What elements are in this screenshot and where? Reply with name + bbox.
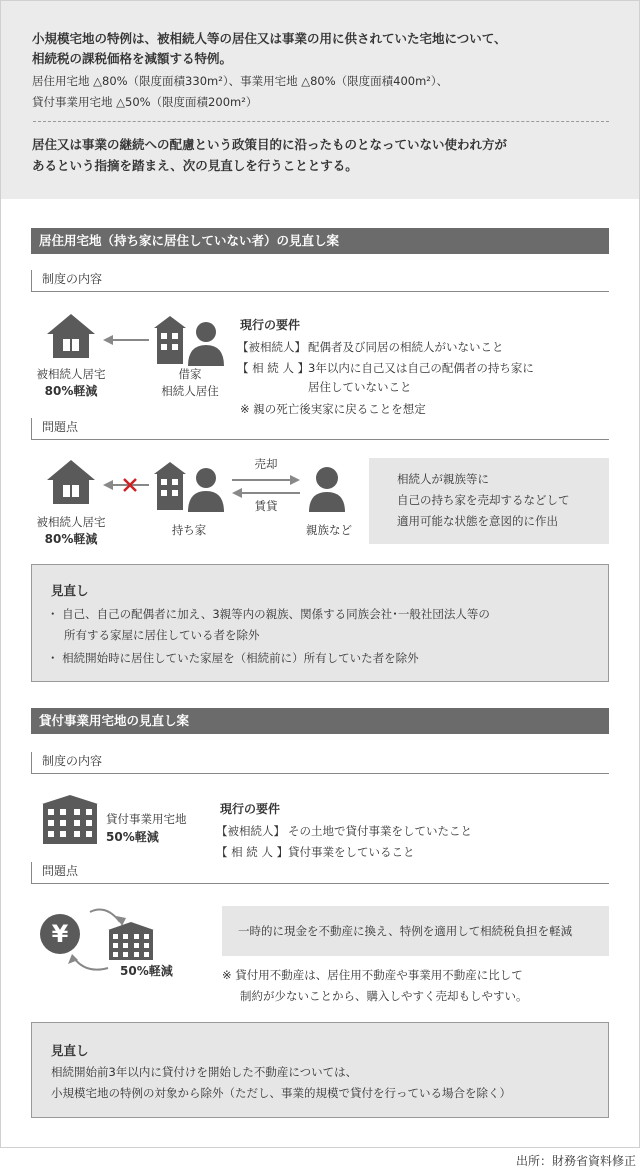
rental-req1-text: その土地で貸付事業をしていたこと bbox=[288, 824, 472, 838]
problem-box-line-1: 相続人が親族等に bbox=[397, 472, 489, 486]
house-icon bbox=[45, 458, 97, 506]
req1-text: 配偶者及び同居の相続人がいないこと bbox=[308, 340, 504, 354]
house-person-icon bbox=[150, 312, 228, 366]
rental-review-box bbox=[31, 1022, 609, 1118]
residential-system-label: 制度の内容 bbox=[31, 270, 609, 292]
residential-section-header: 居住用宅地（持ち家に居住していない者）の見直し案 bbox=[31, 228, 609, 254]
yen-symbol: ¥ bbox=[51, 920, 69, 948]
rental-review-line-2: 小規模宅地の特例の対象から除外（ただし、事業的規模で貸付を行っている場合を除く） bbox=[51, 1086, 511, 1100]
residential-problem-label: 問題点 bbox=[31, 418, 609, 440]
home-reduction: 80%軽減 bbox=[44, 384, 98, 398]
rental-caption-1: 借家 bbox=[178, 367, 202, 381]
problem-home-caption: 被相続人居宅 bbox=[36, 515, 106, 529]
req2-text: 3年以内に自己又は自己の配偶者の持ち家に bbox=[308, 361, 534, 375]
person-icon bbox=[307, 466, 347, 512]
own-home-caption: 持ち家 bbox=[171, 523, 207, 537]
cross-arrow-icon bbox=[103, 478, 149, 492]
rental-bldg-caption: 貸付事業用宅地 bbox=[106, 812, 187, 826]
relatives-caption: 親族など bbox=[306, 523, 352, 537]
house-person-icon bbox=[150, 458, 228, 512]
policy-line-2: あるという指摘を踏まえ、次の見直しを行うこととする。 bbox=[32, 158, 358, 173]
req1-tag: 【被相続人】 bbox=[237, 340, 306, 354]
residential-review-box bbox=[31, 564, 609, 682]
rental-req1-tag: 【被相続人】 bbox=[216, 824, 285, 838]
req-note: ※ 親の死亡後実家に戻ることを想定 bbox=[240, 402, 426, 416]
review-item-1-cont: 所有する家屋に居住している者を除外 bbox=[64, 628, 260, 642]
problem-reduction: 50%軽減 bbox=[120, 964, 173, 978]
rental-problem-text: 一時的に現金を不動産に換え、特例を適用して相続税負担を軽減 bbox=[238, 924, 573, 938]
sell-label: 売却 bbox=[254, 457, 278, 471]
problem-box-line-2: 自己の持ち家を売却するなどして bbox=[397, 493, 570, 507]
rental-caption-2: 相続人居住 bbox=[161, 384, 219, 398]
requirements-title: 現行の要件 bbox=[240, 318, 301, 332]
review-item-2: ・ 相続開始時に居住していた家屋を（相続前に）所有していた者を除外 bbox=[47, 651, 419, 665]
home-caption: 被相続人居宅 bbox=[36, 367, 106, 381]
req2-tag: 【 相 続 人 】 bbox=[237, 361, 310, 375]
intro-box bbox=[1, 1, 639, 199]
rental-review-line-1: 相続開始前3年以内に貸付けを開始した不動産については、 bbox=[51, 1065, 358, 1079]
source-footer: 出所：財務省資料修正 bbox=[515, 1154, 636, 1168]
problem-box-line-3: 適用可能な状態を意図的に作出 bbox=[397, 514, 558, 528]
intro-line-2: 相続税の課税価格を減額する特例。 bbox=[32, 51, 233, 66]
rental-section-header: 貸付事業用宅地の見直し案 bbox=[31, 708, 609, 734]
problem-home-reduction: 80%軽減 bbox=[44, 532, 98, 546]
intro-line-1: 小規模宅地の特例は、被相続人等の居住又は事業の用に供されていた宅地について、 bbox=[32, 31, 507, 46]
house-icon bbox=[45, 312, 97, 360]
rental-review-title: 見直し bbox=[51, 1043, 89, 1058]
policy-line-1: 居住又は事業の継続への配慮という政策目的に沿ったものとなっていない使われ方が bbox=[32, 137, 508, 152]
problem-box bbox=[369, 458, 609, 544]
rental-note-1: ※ 貸付用不動産は、居住用不動産や事業用不動産に比して bbox=[222, 968, 523, 982]
lease-label: 賃貸 bbox=[254, 499, 278, 513]
rental-req-title: 現行の要件 bbox=[220, 802, 281, 816]
rental-note-2: 制約が少ないことから、購入しやすく売却もしやすい。 bbox=[240, 989, 528, 1003]
dashed-divider bbox=[33, 121, 609, 122]
rental-system-label: 制度の内容 bbox=[31, 752, 609, 774]
apartment-building-icon bbox=[40, 794, 100, 844]
lease-arrow-icon bbox=[232, 488, 300, 498]
rates-line-2: 貸付事業用宅地 △50%（限度面積200m²） bbox=[32, 95, 258, 109]
rental-problem-box bbox=[222, 906, 609, 956]
rental-req2-tag: 【 相 続 人 】 bbox=[216, 845, 289, 859]
review-item-1: ・ 自己、自己の配偶者に加え、3親等内の親族、関係する同族会社･一般社団法人等の bbox=[47, 607, 490, 621]
rates-line-1: 居住用宅地 △80%（限度面積330m²）、事業用宅地 △80%（限度面積400m²）、 bbox=[32, 74, 449, 88]
arrow-left-icon bbox=[103, 334, 149, 346]
req2-text-cont: 居住していないこと bbox=[308, 380, 412, 394]
review-title: 見直し bbox=[51, 583, 89, 598]
rental-problem-label: 問題点 bbox=[31, 862, 609, 884]
rental-req2-text: 貸付事業をしていること bbox=[288, 845, 415, 859]
sell-arrow-icon bbox=[232, 475, 300, 485]
rental-bldg-reduction: 50%軽減 bbox=[106, 830, 159, 844]
